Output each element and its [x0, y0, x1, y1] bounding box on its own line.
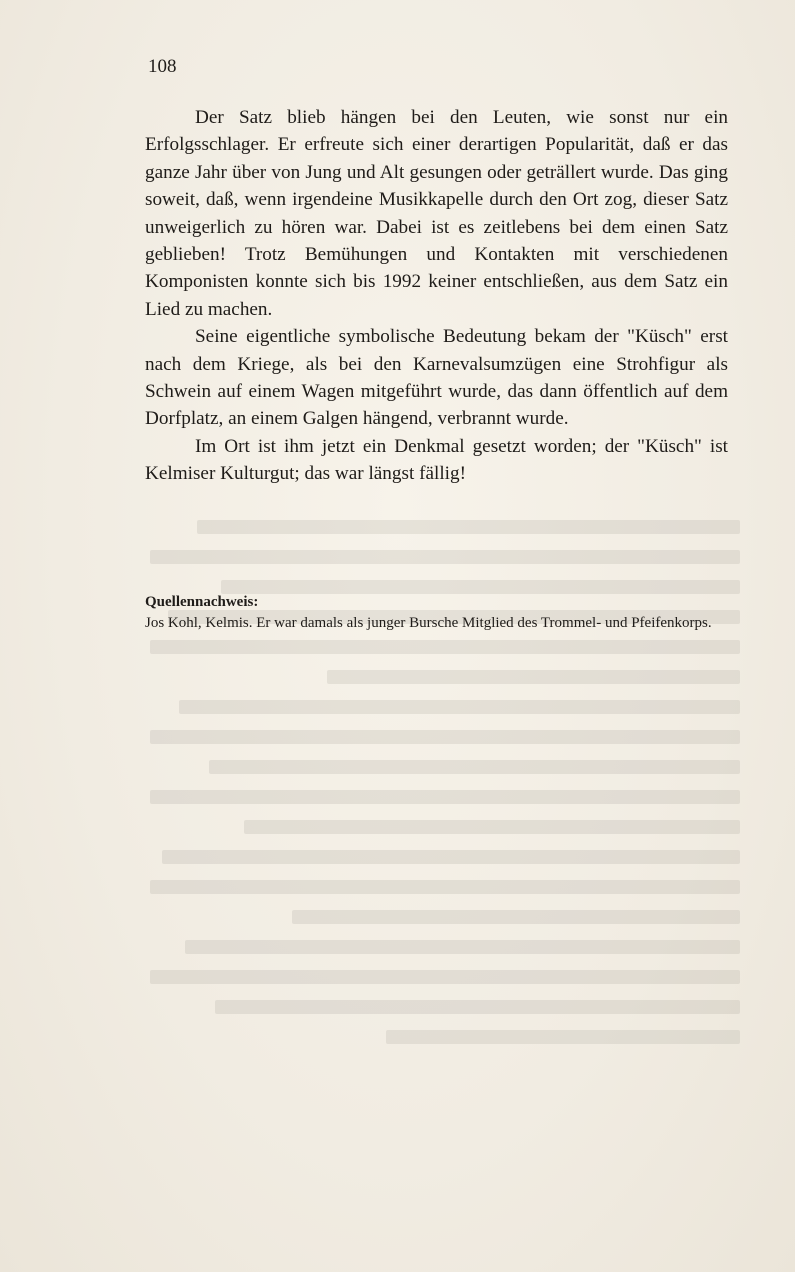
sources-section	[145, 592, 728, 634]
sources-heading: Quellennachweis:	[145, 594, 259, 610]
paragraph: Im Ort ist ihm jetzt ein Denkmal gesetzt worden; der "Küsch" ist Kelmiser Kulturgut; das war längst fällig!	[145, 435, 728, 485]
body-text	[145, 104, 728, 488]
paragraph: Der Satz blieb hängen bei den Leuten, wie sonst nur ein Erfolgsschlager. Er erfreute sich einer derartigen Popularität, daß er das ganze Jahr über von Jung und Alt gesungen oder geträllert wurde. Das ging soweit, daß, wenn irgendeine Musikkapelle durch den Ort zog, dieser Satz unweigerlich zu hören war. Dabei ist es zeitlebens bei dem einen Satz geblieben! Trotz Bemühungen und Kontakten mit verschiedenen Komponisten konnte sich bis 1992 keiner entschließen, aus dem Satz ein Lied zu machen.	[145, 107, 728, 320]
page-number: 108	[148, 56, 177, 77]
sources-text: Jos Kohl, Kelmis. Er war damals als junger Bursche Mitglied des Trommel- und Pfeifenkorps.	[145, 615, 712, 631]
paragraph: Seine eigentliche symbolische Bedeutung bekam der "Küsch" erst nach dem Kriege, als bei den Karnevalsumzügen eine Strohfigur als Schwein auf einem Wagen mitgeführt wurde, das dann öffentlich auf dem Dorfplatz, an einem Galgen hängend, verbrannt wurde.	[145, 326, 728, 430]
